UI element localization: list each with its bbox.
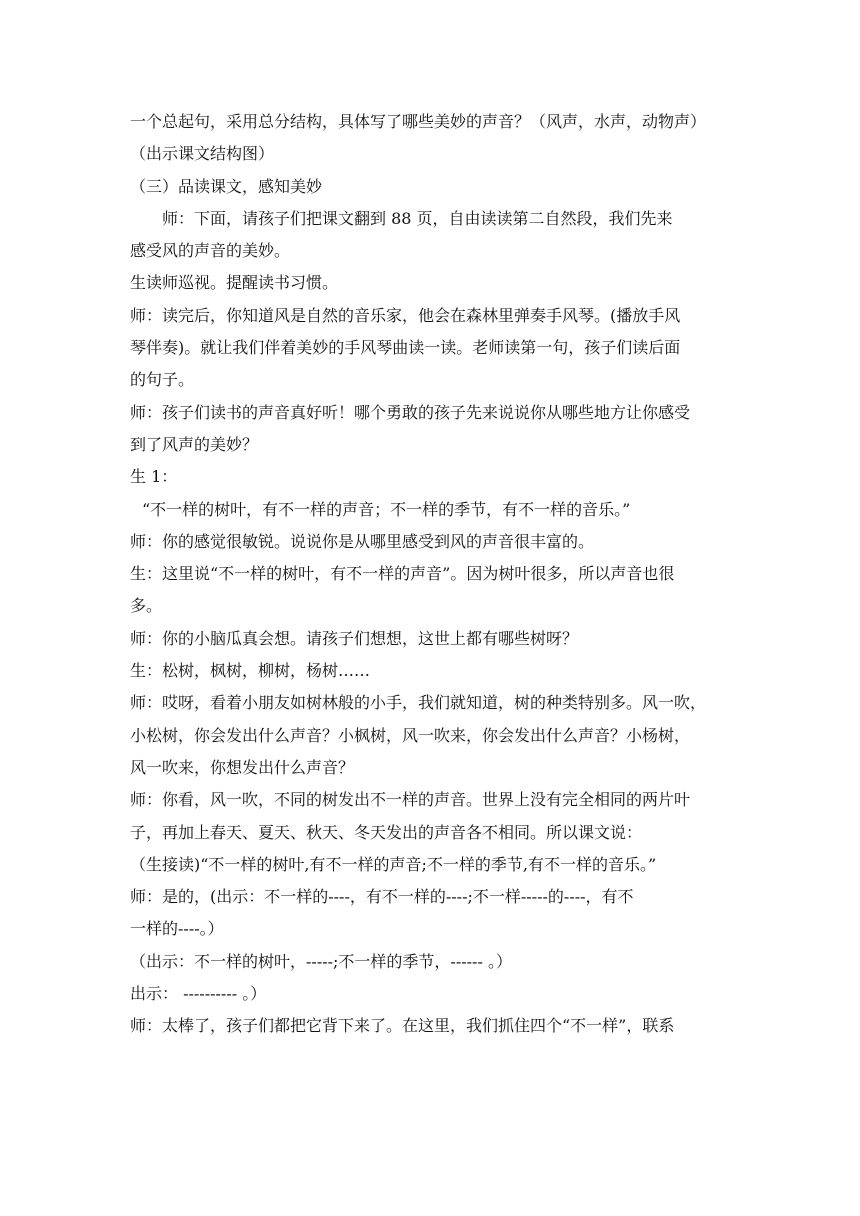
paragraph-line: 师：你看，风一吹，不同的树发出不一样的声音。世界上没有完全相同的两片叶 — [130, 790, 691, 810]
paragraph-line: 出示： ---------- 。） — [130, 984, 267, 1004]
paragraph-line: 师：你的小脑瓜真会想。请孩子们想想，这世上都有哪些树呀？ — [130, 628, 579, 648]
paragraph-line: （出示课文结构图） — [130, 144, 275, 164]
paragraph-line: 师：读完后，你知道风是自然的音乐家，他会在森林里弹奏手风琴。(播放手风 — [130, 305, 681, 325]
paragraph-line: 一样的----。） — [130, 919, 224, 939]
paragraph-line: 一个总起句，采用总分结构，具体写了哪些美妙的声音？（风声，水声，动物声） — [130, 112, 707, 131]
paragraph-line: 生：这里说“不一样的树叶，有不一样的声音”。因为树叶很多，所以声音也很 — [130, 564, 675, 584]
section-heading: （三）品读课文，感知美妙 — [130, 176, 323, 196]
paragraph-line: 风一吹来，你想发出什么声音？ — [130, 757, 355, 777]
paragraph-line: 师：哎呀，看着小朋友如树林般的小手，我们就知道，树的种类特别多。风一吹， — [130, 693, 707, 713]
paragraph-line: 感受风的声音的美妙。 — [130, 241, 291, 261]
paragraph-line: （出示：不一样的树叶，-----;不一样的季节，------ 。） — [130, 951, 512, 971]
paragraph-line: 师：下面，请孩子们把课文翻到 88 页，自由读读第二自然段，我们先来 — [162, 208, 673, 228]
paragraph-line: 的句子。 — [130, 370, 195, 390]
paragraph-line: 生：松树，枫树，柳树，杨树…… — [130, 661, 371, 681]
quote-line: “不一样的树叶，有不一样的声音；不一样的季节，有不一样的音乐。” — [142, 499, 631, 519]
paragraph-line: 生读师巡视。提醒读书习惯。 — [130, 273, 339, 293]
paragraph-line: 师：孩子们读书的声音真好听！哪个勇敢的孩子先来说说你从哪些地方让你感受 — [130, 402, 691, 422]
paragraph-line: 师：你的感觉很敏锐。说说你是从哪里感受到风的声音很丰富的。 — [130, 531, 595, 551]
paragraph-line: （生接读)“不一样的树叶,有不一样的声音;不一样的季节,有不一样的音乐。” — [130, 854, 657, 874]
paragraph-line: 生 1： — [130, 467, 178, 487]
paragraph-line: 小松树，你会发出什么声音？小枫树，风一吹来，你会发出什么声音？小杨树， — [130, 725, 691, 745]
paragraph-line: 到了风声的美妙？ — [130, 434, 259, 454]
paragraph-line: 师：太棒了，孩子们都把它背下来了。在这里，我们抓住四个“不一样”，联系 — [130, 1016, 675, 1036]
paragraph-line: 师：是的，(出示：不一样的----，有不一样的----;不一样-----的----，有不 — [130, 887, 634, 907]
paragraph-line: 子，再加上春天、夏天、秋天、冬天发出的声音各不相同。所以课文说： — [130, 822, 643, 842]
paragraph-line: 琴伴奏)。就让我们伴着美妙的手风琴曲读一读。老师读第一句，孩子们读后面 — [130, 338, 681, 358]
document-body — [130, 106, 732, 1043]
paragraph-line: 多。 — [130, 596, 163, 616]
